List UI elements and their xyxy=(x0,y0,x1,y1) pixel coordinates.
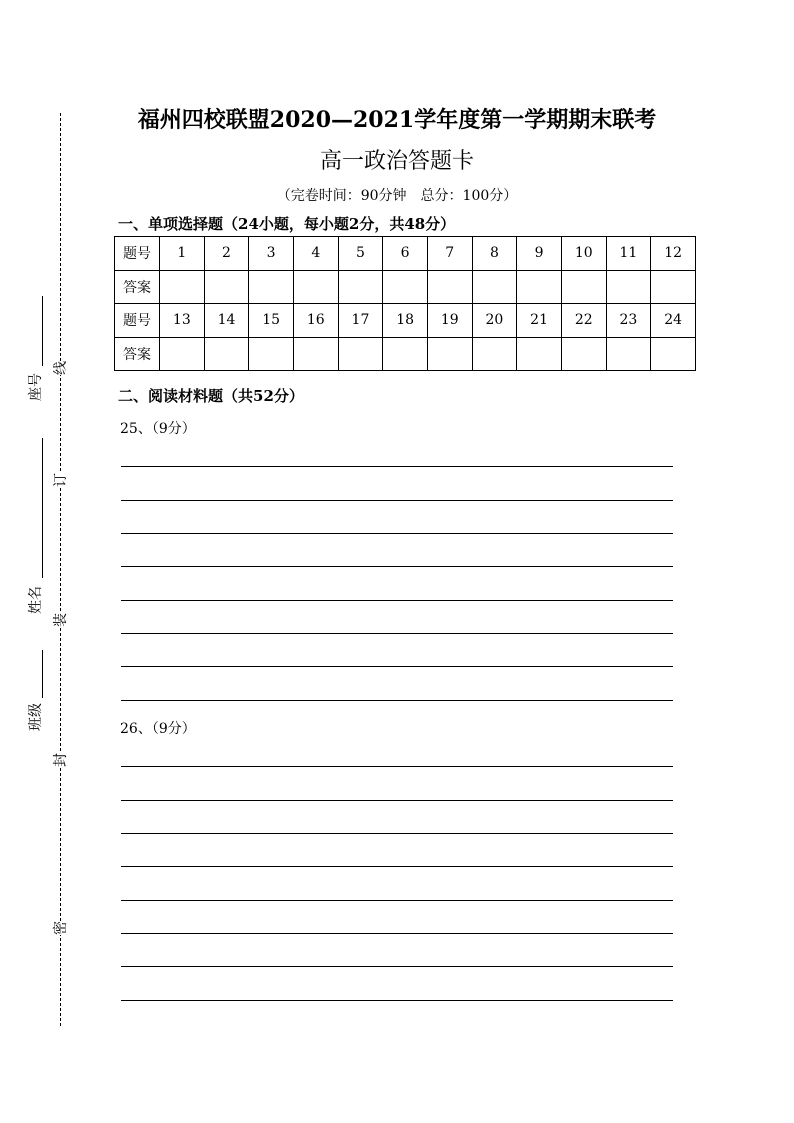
q-number: 19 xyxy=(427,304,472,338)
answer-table xyxy=(114,236,696,371)
answer-line[interactable] xyxy=(121,1000,673,1001)
answer-line[interactable] xyxy=(121,666,673,667)
answer-line[interactable] xyxy=(121,466,673,467)
row-label-a: 答案 xyxy=(115,270,160,304)
q-number: 15 xyxy=(249,304,294,338)
table-row xyxy=(115,337,696,371)
q-number: 7 xyxy=(427,237,472,271)
answer-line[interactable] xyxy=(121,966,673,967)
answer-line[interactable] xyxy=(121,500,673,501)
answer-cell[interactable] xyxy=(517,270,562,304)
answer-cell[interactable] xyxy=(204,337,249,371)
answer-line[interactable] xyxy=(121,933,673,934)
answer-line[interactable] xyxy=(121,766,673,767)
answer-cell[interactable] xyxy=(561,337,606,371)
name-label: 姓名 xyxy=(25,586,45,614)
answer-cell[interactable] xyxy=(249,337,294,371)
class-fill-line xyxy=(42,650,43,698)
answer-line[interactable] xyxy=(121,833,673,834)
q-number: 17 xyxy=(338,304,383,338)
seal-mark-feng: 封 xyxy=(50,753,70,767)
answer-cell[interactable] xyxy=(472,270,517,304)
answer-cell[interactable] xyxy=(517,337,562,371)
q-number: 22 xyxy=(561,304,606,338)
answer-cell[interactable] xyxy=(204,270,249,304)
answer-line[interactable] xyxy=(121,900,673,901)
row-label-a: 答案 xyxy=(115,337,160,371)
answer-cell[interactable] xyxy=(383,337,428,371)
q-number: 10 xyxy=(561,237,606,271)
q-number: 4 xyxy=(293,237,338,271)
exam-meta: （完卷时间：90分钟 总分：100分） xyxy=(276,188,518,204)
answer-line[interactable] xyxy=(121,633,673,634)
q-number: 1 xyxy=(160,237,205,271)
answer-cell[interactable] xyxy=(383,270,428,304)
answer-cell[interactable] xyxy=(249,270,294,304)
question-26-label: 26、（9分） xyxy=(120,721,196,737)
answer-cell[interactable] xyxy=(427,270,472,304)
q-number: 12 xyxy=(651,237,696,271)
table-row xyxy=(115,237,696,271)
page-title: 福州四校联盟2020—2021学年度第一学期期末联考 xyxy=(137,107,657,133)
answer-cell[interactable] xyxy=(338,337,383,371)
answer-line[interactable] xyxy=(121,533,673,534)
q-number: 20 xyxy=(472,304,517,338)
q-number: 13 xyxy=(160,304,205,338)
q-number: 18 xyxy=(383,304,428,338)
q-number: 24 xyxy=(651,304,696,338)
row-label-q: 题号 xyxy=(115,304,160,338)
name-fill-line xyxy=(42,438,43,578)
answer-cell[interactable] xyxy=(651,270,696,304)
q-number: 9 xyxy=(517,237,562,271)
answer-line[interactable] xyxy=(121,866,673,867)
answer-cell[interactable] xyxy=(561,270,606,304)
answer-cell[interactable] xyxy=(338,270,383,304)
answer-cell[interactable] xyxy=(606,270,651,304)
q-number: 6 xyxy=(383,237,428,271)
q-number: 8 xyxy=(472,237,517,271)
answer-line[interactable] xyxy=(121,800,673,801)
seal-mark-zhuang: 装 xyxy=(50,613,70,627)
answer-line[interactable] xyxy=(121,700,673,701)
q-number: 2 xyxy=(204,237,249,271)
section2-heading: 二、阅读材料题（共52分） xyxy=(118,387,304,405)
table-row xyxy=(115,304,696,338)
answer-cell[interactable] xyxy=(160,337,205,371)
answer-cell[interactable] xyxy=(427,337,472,371)
answer-cell[interactable] xyxy=(160,270,205,304)
seal-mark-ding: 订 xyxy=(50,473,70,487)
seat-fill-line xyxy=(42,296,43,366)
question-25-label: 25、（9分） xyxy=(120,421,196,437)
q-number: 11 xyxy=(606,237,651,271)
row-label-q: 题号 xyxy=(115,237,160,271)
answer-line[interactable] xyxy=(121,566,673,567)
answer-line[interactable] xyxy=(121,600,673,601)
answer-cell[interactable] xyxy=(606,337,651,371)
seal-mark-xian: 线 xyxy=(50,361,70,375)
class-label: 班级 xyxy=(25,703,45,731)
section1-heading: 一、单项选择题（24小题，每小题2分，共48分） xyxy=(118,215,456,233)
page-subtitle: 高一政治答题卡 xyxy=(319,149,474,174)
binding-dashed-line xyxy=(60,113,61,1026)
q-number: 14 xyxy=(204,304,249,338)
q-number: 3 xyxy=(249,237,294,271)
q-number: 21 xyxy=(517,304,562,338)
answer-cell[interactable] xyxy=(293,270,338,304)
answer-cell[interactable] xyxy=(293,337,338,371)
answer-cell[interactable] xyxy=(472,337,517,371)
q-number: 5 xyxy=(338,237,383,271)
seal-mark-mi: 密 xyxy=(50,921,70,935)
answer-cell[interactable] xyxy=(651,337,696,371)
seat-label: 座号 xyxy=(25,373,45,401)
q-number: 16 xyxy=(293,304,338,338)
q-number: 23 xyxy=(606,304,651,338)
table-row xyxy=(115,270,696,304)
